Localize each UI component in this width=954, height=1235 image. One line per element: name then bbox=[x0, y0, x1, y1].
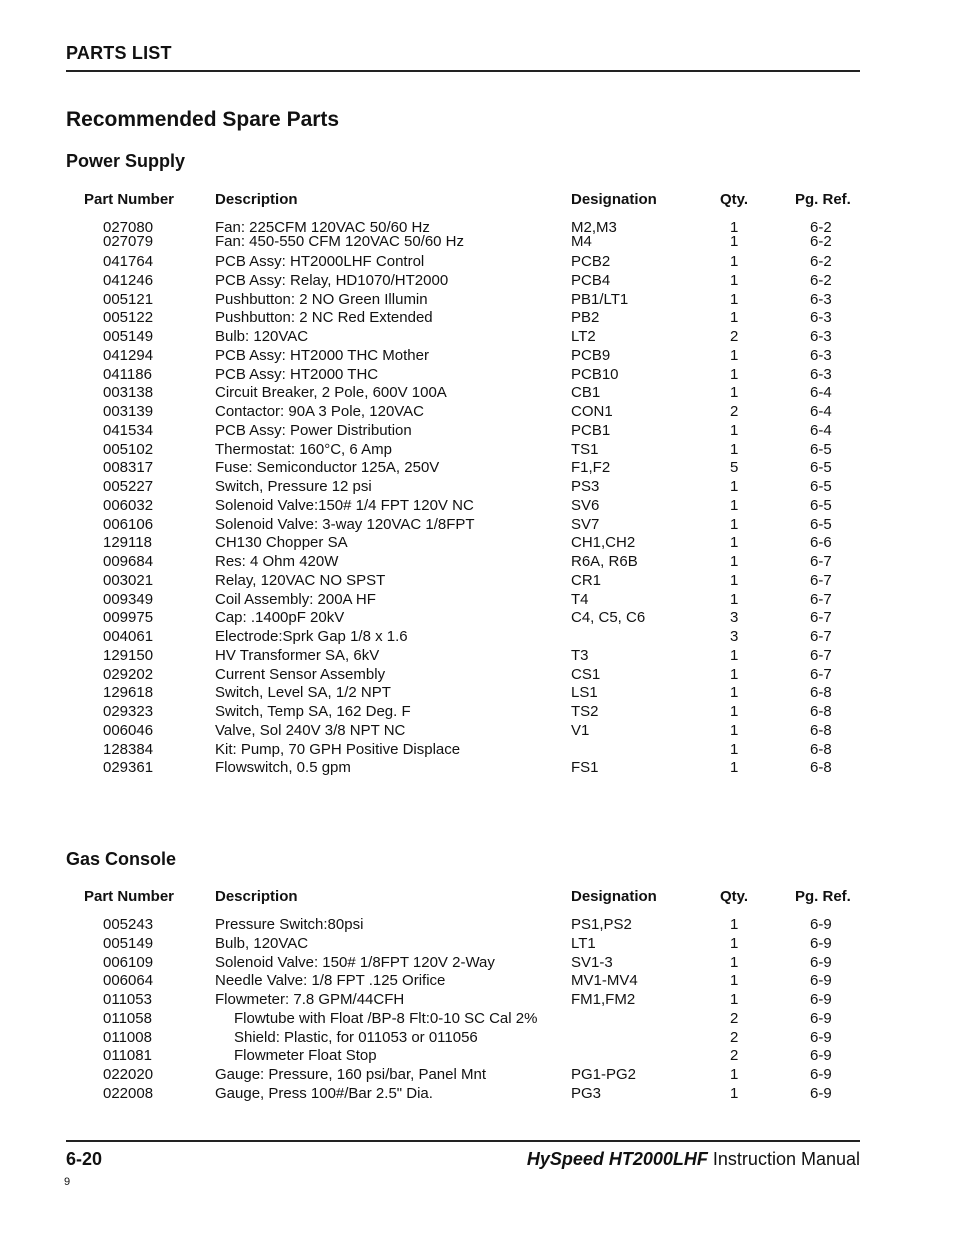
table-row bbox=[0, 384, 954, 402]
part-number-cell: 011008 bbox=[103, 1028, 152, 1046]
pg-ref-cell: 6-9 bbox=[810, 953, 832, 971]
qty-cell: 3 bbox=[730, 628, 739, 645]
pg-ref-cell: 6-2 bbox=[810, 253, 832, 270]
designation-cell: CB1 bbox=[571, 384, 601, 402]
page-number: 6-20 bbox=[66, 1149, 103, 1169]
table-row bbox=[0, 628, 954, 646]
description-cell: Electrode:Sprk Gap 1/8 x 1.6 bbox=[215, 628, 408, 645]
table-row bbox=[0, 459, 954, 477]
qty-cell: 1 bbox=[730, 515, 739, 533]
table-row bbox=[0, 478, 954, 496]
qty-cell: 2 bbox=[730, 1028, 739, 1046]
designation-cell: M4 bbox=[571, 233, 592, 250]
qty-cell: 1 bbox=[730, 253, 739, 270]
part-number-cell: 006064 bbox=[103, 972, 154, 990]
manual-title bbox=[527, 1149, 860, 1170]
part-number-cell: 022008 bbox=[103, 1084, 154, 1102]
brand-name: HySpeed HT2000LHF bbox=[526, 1149, 708, 1169]
designation-cell: CS1 bbox=[571, 665, 601, 683]
qty-cell: 1 bbox=[730, 646, 739, 664]
pg-ref-cell: 6-7 bbox=[810, 609, 832, 627]
table-row bbox=[0, 516, 954, 534]
pg-ref-cell: 6-9 bbox=[810, 916, 832, 933]
description-cell: Contactor: 90A 3 Pole, 120VAC bbox=[215, 403, 425, 420]
description-cell: Solenoid Valve: 3-way 120VAC 1/8FPT bbox=[215, 515, 475, 533]
designation-cell: SV7 bbox=[571, 515, 600, 533]
part-number-cell: 004061 bbox=[103, 628, 154, 645]
column-header-qty: Qty. bbox=[720, 191, 749, 208]
part-number-cell: 003138 bbox=[103, 384, 154, 402]
pg-ref-cell: 6-9 bbox=[810, 1047, 832, 1065]
qty-cell: 1 bbox=[730, 346, 739, 364]
qty-cell: 1 bbox=[730, 478, 739, 495]
designation-cell: PS1,PS2 bbox=[571, 916, 632, 933]
footer-rule bbox=[66, 1140, 860, 1142]
description-cell: Solenoid Valve:150# 1/4 FPT 120V NC bbox=[215, 496, 474, 514]
part-number-cell: 008317 bbox=[103, 459, 154, 477]
description-cell: Current Sensor Assembly bbox=[215, 665, 386, 683]
column-header-qty: Qty. bbox=[720, 888, 749, 905]
part-number-cell: 006109 bbox=[103, 953, 154, 971]
table-row bbox=[0, 253, 954, 271]
table-row bbox=[0, 591, 954, 609]
pg-ref-cell: 6-5 bbox=[810, 496, 832, 514]
description-cell: Coil Assembly: 200A HF bbox=[215, 590, 376, 608]
pg-ref-cell: 6-3 bbox=[810, 309, 832, 327]
qty-cell: 1 bbox=[730, 916, 739, 933]
part-number-cell: 041294 bbox=[103, 346, 154, 364]
description-cell: Switch, Temp SA, 162 Deg. F bbox=[215, 703, 411, 720]
table-row bbox=[0, 272, 954, 290]
table-row bbox=[0, 572, 954, 590]
designation-cell: F1,F2 bbox=[571, 459, 611, 477]
pg-ref-cell: 6-3 bbox=[810, 365, 832, 383]
header-label: PARTS LIST bbox=[66, 43, 172, 63]
part-number-cell: 005121 bbox=[103, 290, 154, 308]
qty-cell: 1 bbox=[730, 740, 739, 758]
designation-cell: SV1-3 bbox=[571, 953, 613, 971]
part-number-cell: 129150 bbox=[103, 646, 154, 664]
pg-ref-cell: 6-8 bbox=[810, 721, 832, 739]
table-row bbox=[0, 1029, 954, 1047]
qty-cell: 1 bbox=[730, 365, 739, 383]
pg-ref-cell: 6-8 bbox=[810, 684, 832, 702]
column-header-part-number: Part Number bbox=[84, 191, 175, 208]
description-cell: Shield: Plastic, for 011053 or 011056 bbox=[234, 1028, 478, 1046]
pg-ref-cell: 6-5 bbox=[810, 440, 832, 458]
description-cell: Flowtube with Float /BP-8 Flt:0-10 SC Cal 2% bbox=[234, 1009, 538, 1027]
pg-ref-cell: 6-5 bbox=[810, 478, 832, 495]
table-row bbox=[0, 609, 954, 627]
designation-cell: PB2 bbox=[571, 309, 600, 327]
designation-cell: LT2 bbox=[571, 328, 596, 345]
pg-ref-cell: 6-3 bbox=[810, 328, 832, 345]
pg-ref-cell: 6-8 bbox=[810, 759, 832, 777]
column-header-description: Description bbox=[215, 888, 298, 905]
qty-cell: 1 bbox=[730, 972, 739, 990]
qty-cell: 1 bbox=[730, 703, 739, 720]
qty-cell: 3 bbox=[730, 609, 739, 627]
description-cell: Valve, Sol 240V 3/8 NPT NC bbox=[215, 721, 406, 739]
qty-cell: 1 bbox=[730, 991, 739, 1008]
qty-cell: 1 bbox=[730, 309, 739, 327]
part-number-cell: 005149 bbox=[103, 934, 154, 952]
designation-cell: PG3 bbox=[571, 1084, 602, 1102]
description-cell: Bulb, 120VAC bbox=[215, 934, 309, 952]
part-number-cell: 041764 bbox=[103, 253, 154, 270]
qty-cell: 5 bbox=[730, 459, 739, 477]
column-header-pg-ref: Pg. Ref. bbox=[795, 191, 851, 208]
table-row bbox=[0, 1047, 954, 1065]
page-title: Recommended Spare Parts bbox=[66, 108, 340, 131]
designation-cell: MV1-MV4 bbox=[571, 972, 638, 990]
table-row bbox=[0, 233, 954, 251]
table-row bbox=[0, 741, 954, 759]
table-row bbox=[0, 954, 954, 972]
pg-ref-cell: 6-9 bbox=[810, 1084, 832, 1102]
pg-ref-cell: 6-9 bbox=[810, 1066, 832, 1083]
designation-cell: CR1 bbox=[571, 571, 602, 589]
qty-cell: 2 bbox=[730, 403, 739, 420]
qty-cell: 1 bbox=[730, 665, 739, 683]
part-number-cell: 128384 bbox=[103, 740, 154, 758]
header-rule bbox=[66, 70, 860, 72]
table-row bbox=[0, 497, 954, 515]
table-row bbox=[0, 1066, 954, 1084]
pg-ref-cell: 6-4 bbox=[810, 384, 832, 402]
table-row bbox=[0, 916, 954, 934]
table-row bbox=[0, 1085, 954, 1103]
table-row bbox=[0, 309, 954, 327]
part-number-cell: 005149 bbox=[103, 328, 154, 345]
qty-cell: 1 bbox=[730, 684, 739, 702]
description-cell: Cap: .1400pF 20kV bbox=[215, 609, 345, 627]
designation-cell: CON1 bbox=[571, 403, 613, 420]
table-row bbox=[0, 347, 954, 365]
table-row bbox=[0, 666, 954, 684]
designation-cell: PCB1 bbox=[571, 421, 611, 439]
description-cell: Switch, Pressure 12 psi bbox=[215, 478, 372, 495]
designation-cell: T3 bbox=[571, 646, 589, 664]
qty-cell: 1 bbox=[730, 440, 739, 458]
description-cell: Pushbutton: 2 NO Green Illumin bbox=[215, 290, 428, 308]
pg-ref-cell: 6-7 bbox=[810, 571, 832, 589]
description-cell: PCB Assy: Relay, HD1070/HT2000 bbox=[215, 271, 449, 289]
part-number-cell: 129118 bbox=[103, 534, 152, 552]
part-number-cell: 027080 bbox=[103, 219, 154, 236]
pg-ref-cell: 6-6 bbox=[810, 534, 832, 552]
pg-ref-cell: 6-7 bbox=[810, 590, 832, 608]
qty-cell: 1 bbox=[730, 219, 739, 236]
pg-ref-cell: 6-2 bbox=[810, 271, 832, 289]
pg-ref-cell: 6-7 bbox=[810, 553, 832, 570]
part-number-cell: 129618 bbox=[103, 684, 154, 702]
designation-cell: FS1 bbox=[571, 759, 599, 777]
description-cell: HV Transformer SA, 6kV bbox=[215, 646, 380, 664]
qty-cell: 1 bbox=[730, 953, 739, 971]
table-row bbox=[0, 366, 954, 384]
description-cell: CH130 Chopper SA bbox=[215, 534, 348, 552]
table-row bbox=[0, 972, 954, 990]
manual-label: Instruction Manual bbox=[707, 1149, 860, 1169]
table-row bbox=[0, 422, 954, 440]
table-row bbox=[0, 403, 954, 421]
designation-cell: V1 bbox=[571, 721, 590, 739]
designation-cell: TS1 bbox=[571, 440, 599, 458]
description-cell: PCB Assy: HT2000 THC Mother bbox=[215, 346, 429, 364]
part-number-cell: 011058 bbox=[103, 1009, 152, 1027]
qty-cell: 1 bbox=[730, 759, 739, 777]
pg-ref-cell: 6-9 bbox=[810, 934, 832, 952]
part-number-cell: 022020 bbox=[103, 1066, 154, 1083]
description-cell: PCB Assy: HT2000 THC bbox=[215, 365, 379, 383]
description-cell: Pushbutton: 2 NC Red Extended bbox=[215, 309, 433, 327]
part-number-cell: 041246 bbox=[103, 271, 154, 289]
table-row bbox=[0, 328, 954, 346]
pg-ref-cell: 6-5 bbox=[810, 515, 832, 533]
pg-ref-cell: 6-4 bbox=[810, 403, 832, 420]
qty-cell: 1 bbox=[730, 571, 739, 589]
qty-cell: 2 bbox=[730, 1009, 739, 1027]
designation-cell: LT1 bbox=[571, 934, 596, 952]
designation-cell: M2,M3 bbox=[571, 219, 617, 236]
part-number-cell: 003021 bbox=[103, 571, 154, 589]
description-cell: Bulb: 120VAC bbox=[215, 328, 309, 345]
part-number-cell: 006032 bbox=[103, 496, 154, 514]
qty-cell: 2 bbox=[730, 328, 739, 345]
pg-ref-cell: 6-3 bbox=[810, 346, 832, 364]
part-number-cell: 011081 bbox=[103, 1047, 152, 1065]
table-row bbox=[0, 441, 954, 459]
qty-cell: 1 bbox=[730, 233, 739, 250]
description-cell: Solenoid Valve: 150# 1/8FPT 120V 2-Way bbox=[215, 953, 495, 971]
description-cell: Gauge: Pressure, 160 psi/bar, Panel Mnt bbox=[215, 1066, 486, 1083]
pg-ref-cell: 6-9 bbox=[810, 1009, 832, 1027]
designation-cell: C4, C5, C6 bbox=[571, 609, 646, 627]
pg-ref-cell: 6-3 bbox=[810, 290, 832, 308]
pg-ref-cell: 6-7 bbox=[810, 646, 832, 664]
designation-cell: TS2 bbox=[571, 703, 599, 720]
part-number-cell: 011053 bbox=[103, 991, 152, 1008]
pg-ref-cell: 6-4 bbox=[810, 421, 832, 439]
part-number-cell: 029202 bbox=[103, 665, 154, 683]
qty-cell: 1 bbox=[730, 590, 739, 608]
description-cell: PCB Assy: Power Distribution bbox=[215, 421, 412, 439]
part-number-cell: 003139 bbox=[103, 403, 154, 420]
description-cell: Flowswitch, 0.5 gpm bbox=[215, 759, 351, 777]
pg-ref-cell: 6-7 bbox=[810, 628, 832, 645]
part-number-cell: 009975 bbox=[103, 609, 154, 627]
table-row bbox=[0, 1010, 954, 1028]
designation-cell: PG1-PG2 bbox=[571, 1066, 637, 1083]
column-header-pg-ref: Pg. Ref. bbox=[795, 888, 851, 905]
pg-ref-cell: 6-9 bbox=[810, 972, 832, 990]
part-number-cell: 041534 bbox=[103, 421, 154, 439]
footer-small-number: 9 bbox=[64, 1176, 71, 1188]
description-cell: Flowmeter Float Stop bbox=[234, 1047, 377, 1065]
designation-cell: LS1 bbox=[571, 684, 598, 702]
table-header-row bbox=[0, 888, 954, 906]
part-number-cell: 027079 bbox=[103, 233, 154, 250]
description-cell: Switch, Level SA, 1/2 NPT bbox=[215, 684, 391, 702]
designation-cell: PCB4 bbox=[571, 271, 611, 289]
table-row bbox=[0, 935, 954, 953]
designation-cell: PCB2 bbox=[571, 253, 611, 270]
designation-cell: CH1,CH2 bbox=[571, 534, 636, 552]
qty-cell: 1 bbox=[730, 934, 739, 952]
part-number-cell: 005102 bbox=[103, 440, 154, 458]
description-cell: Pressure Switch:80psi bbox=[215, 916, 364, 933]
part-number-cell: 006046 bbox=[103, 721, 154, 739]
table-row bbox=[0, 534, 954, 552]
description-cell: PCB Assy: HT2000LHF Control bbox=[215, 253, 425, 270]
qty-cell: 1 bbox=[730, 271, 739, 289]
table-row bbox=[0, 703, 954, 721]
pg-ref-cell: 6-5 bbox=[810, 459, 832, 477]
designation-cell: PS3 bbox=[571, 478, 600, 495]
table-row bbox=[0, 553, 954, 571]
designation-cell: PCB9 bbox=[571, 346, 611, 364]
description-cell: Fan: 225CFM 120VAC 50/60 Hz bbox=[215, 219, 430, 236]
pg-ref-cell: 6-9 bbox=[810, 1028, 832, 1046]
part-number-cell: 005227 bbox=[103, 478, 154, 495]
description-cell: Needle Valve: 1/8 FPT .125 Orifice bbox=[215, 972, 446, 990]
designation-cell: PB1/LT1 bbox=[571, 290, 629, 308]
description-cell: Relay, 120VAC NO SPST bbox=[215, 571, 386, 589]
section-title-gas-console: Gas Console bbox=[66, 849, 177, 869]
part-number-cell: 005122 bbox=[103, 309, 154, 327]
designation-cell: PCB10 bbox=[571, 365, 619, 383]
pg-ref-cell: 6-2 bbox=[810, 219, 832, 236]
pg-ref-cell: 6-8 bbox=[810, 703, 832, 720]
description-cell: Flowmeter: 7.8 GPM/44CFH bbox=[215, 991, 405, 1008]
table-row bbox=[0, 991, 954, 1009]
part-number-cell: 029361 bbox=[103, 759, 154, 777]
designation-cell: R6A, R6B bbox=[571, 553, 638, 570]
qty-cell: 1 bbox=[730, 384, 739, 402]
pg-ref-cell: 6-7 bbox=[810, 665, 832, 683]
qty-cell: 1 bbox=[730, 290, 739, 308]
designation-cell: FM1,FM2 bbox=[571, 991, 636, 1008]
qty-cell: 1 bbox=[730, 721, 739, 739]
description-cell: Gauge, Press 100#/Bar 2.5" Dia. bbox=[215, 1084, 433, 1102]
pg-ref-cell: 6-9 bbox=[810, 991, 832, 1008]
description-cell: Fan: 450-550 CFM 120VAC 50/60 Hz bbox=[215, 233, 465, 250]
qty-cell: 1 bbox=[730, 496, 739, 514]
table-row bbox=[0, 684, 954, 702]
qty-cell: 1 bbox=[730, 1066, 739, 1083]
designation-cell: SV6 bbox=[571, 496, 600, 514]
pg-ref-cell: 6-8 bbox=[810, 740, 832, 758]
table-row bbox=[0, 759, 954, 777]
column-header-part-number: Part Number bbox=[84, 888, 175, 905]
column-header-description: Description bbox=[215, 191, 298, 208]
table-header-row bbox=[0, 191, 954, 209]
description-cell: Circuit Breaker, 2 Pole, 600V 100A bbox=[215, 384, 447, 402]
part-number-cell: 041186 bbox=[103, 365, 152, 383]
part-number-cell: 009349 bbox=[103, 590, 154, 608]
column-header-designation: Designation bbox=[571, 191, 657, 208]
qty-cell: 1 bbox=[730, 553, 739, 570]
part-number-cell: 029323 bbox=[103, 703, 154, 720]
description-cell: Res: 4 Ohm 420W bbox=[215, 553, 339, 570]
pg-ref-cell: 6-2 bbox=[810, 233, 832, 250]
table-row bbox=[0, 647, 954, 665]
table-row bbox=[0, 722, 954, 740]
part-number-cell: 009684 bbox=[103, 553, 154, 570]
description-cell: Fuse: Semiconductor 125A, 250V bbox=[215, 459, 440, 477]
description-cell: Kit: Pump, 70 GPH Positive Displace bbox=[215, 740, 461, 758]
table-row bbox=[0, 291, 954, 309]
description-cell: Thermostat: 160°C, 6 Amp bbox=[215, 440, 392, 458]
part-number-cell: 005243 bbox=[103, 916, 154, 933]
qty-cell: 1 bbox=[730, 1084, 739, 1102]
section-title-power-supply: Power Supply bbox=[66, 151, 186, 171]
column-header-designation: Designation bbox=[571, 888, 657, 905]
designation-cell: T4 bbox=[571, 590, 589, 608]
part-number-cell: 006106 bbox=[103, 515, 154, 533]
qty-cell: 2 bbox=[730, 1047, 739, 1065]
qty-cell: 1 bbox=[730, 534, 739, 552]
qty-cell: 1 bbox=[730, 421, 739, 439]
